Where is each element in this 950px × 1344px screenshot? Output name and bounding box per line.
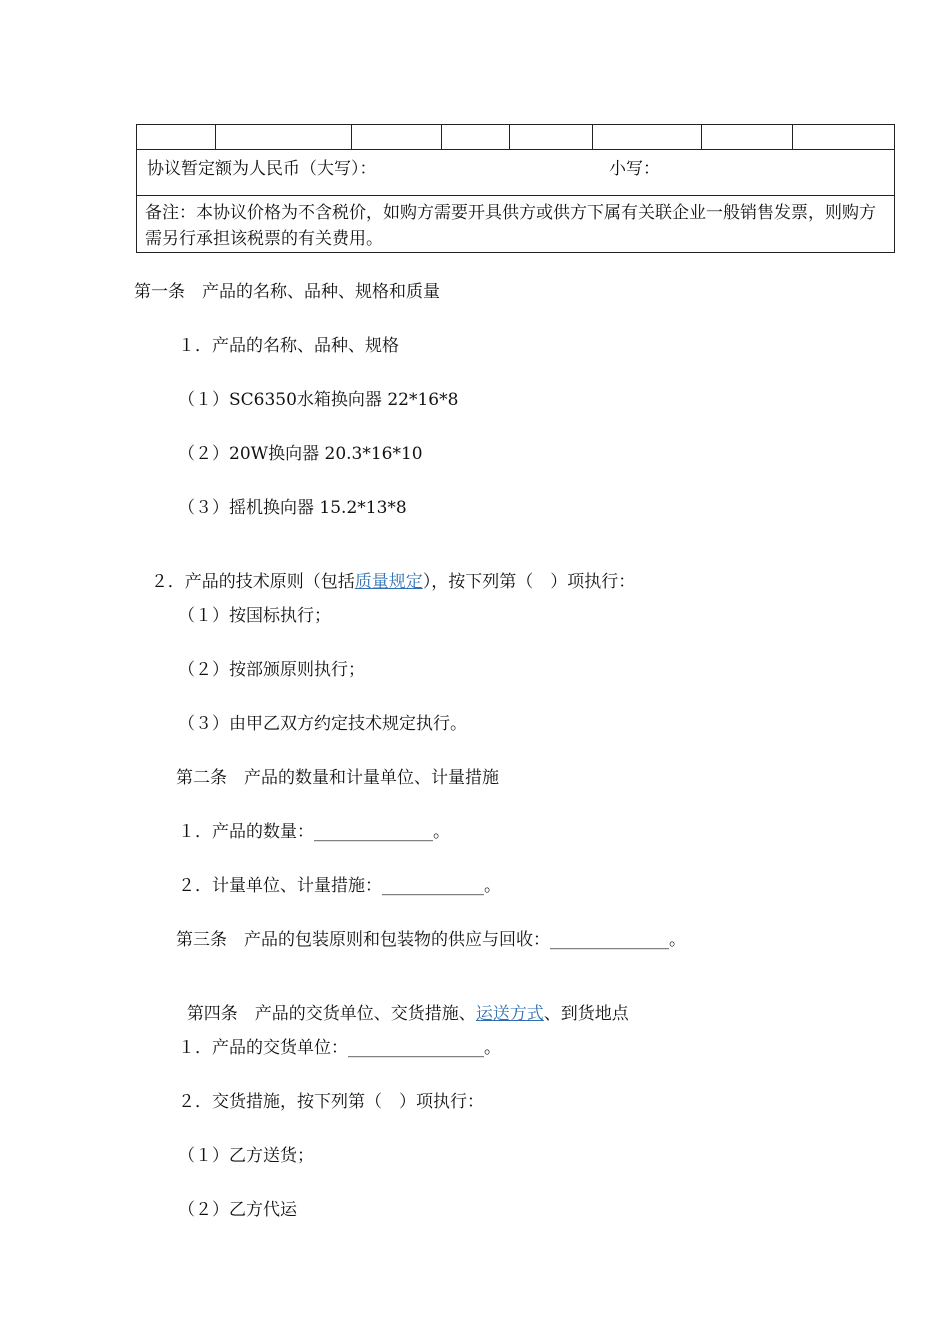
note-cell <box>137 196 895 253</box>
blank-row <box>137 125 895 150</box>
blank-cell <box>702 125 793 150</box>
product-3: （３）摇机换向器 15.2*13*8 <box>178 498 407 518</box>
article-4-item-2: ２．交货措施，按下列第（ ）项执行： <box>178 1092 484 1112</box>
amount-row <box>137 150 895 196</box>
product-1: （１）SC6350水箱换向器 22*16*8 <box>178 390 459 410</box>
amount-cell <box>137 150 895 196</box>
article-4-prefix: 第四条 产品的交货单位、交货措施、 <box>186 1004 476 1024</box>
blank-cell <box>216 125 352 150</box>
standard-option-1: （１）按国标执行； <box>178 606 331 626</box>
product-2: （２）20W换向器 20.3*16*10 <box>178 444 423 464</box>
article-1-item-2-prefix: ２．产品的技术原则（包括 <box>150 572 355 592</box>
blank-cell <box>442 125 510 150</box>
delivery-option-2: （２）乙方代运 <box>178 1200 297 1220</box>
price-table <box>136 124 895 253</box>
article-1-item-1: １．产品的名称、品种、规格 <box>178 336 399 356</box>
standard-option-2: （２）按部颁原则执行； <box>178 660 365 680</box>
article-4-item-1: １．产品的交货单位：________________。 <box>178 1038 501 1058</box>
blank-cell <box>593 125 702 150</box>
note-text: 备注：本协议价格为不含税价，如购方需要开具供方或供方下属有关联企业一般销售发票，则购方需另行承担该税票的有关费用。 <box>145 203 876 249</box>
article-1-title: 第一条 产品的名称、品种、规格和质量 <box>134 282 440 302</box>
delivery-option-1: （１）乙方送货； <box>178 1146 314 1166</box>
article-1-item-2 <box>140 552 635 592</box>
quality-spec-link[interactable]: 质量规定 <box>354 572 423 592</box>
small-amount-label: 小写： <box>609 159 660 179</box>
article-2-item-2: ２．计量单位、计量措施：____________。 <box>178 876 501 896</box>
article-3: 第三条 产品的包装原则和包装物的供应与回收：______________。 <box>176 930 686 950</box>
amount-label: 协议暂定额为人民币（大写）： <box>147 159 377 179</box>
shipping-method-link[interactable]: 运送方式 <box>475 1004 544 1024</box>
note-row <box>137 196 895 253</box>
blank-cell <box>510 125 593 150</box>
blank-cell <box>137 125 216 150</box>
standard-option-3: （３）由甲乙双方约定技术规定执行。 <box>178 714 467 734</box>
article-4-suffix: 、到货地点 <box>543 1004 629 1024</box>
article-1-item-2-suffix: ），按下列第（ ）项执行： <box>422 572 636 592</box>
blank-cell <box>352 125 442 150</box>
article-4-title <box>176 984 629 1024</box>
blank-cell <box>793 125 895 150</box>
article-2-title: 第二条 产品的数量和计量单位、计量措施 <box>176 768 499 788</box>
article-2-item-1: １．产品的数量：______________。 <box>178 822 450 842</box>
